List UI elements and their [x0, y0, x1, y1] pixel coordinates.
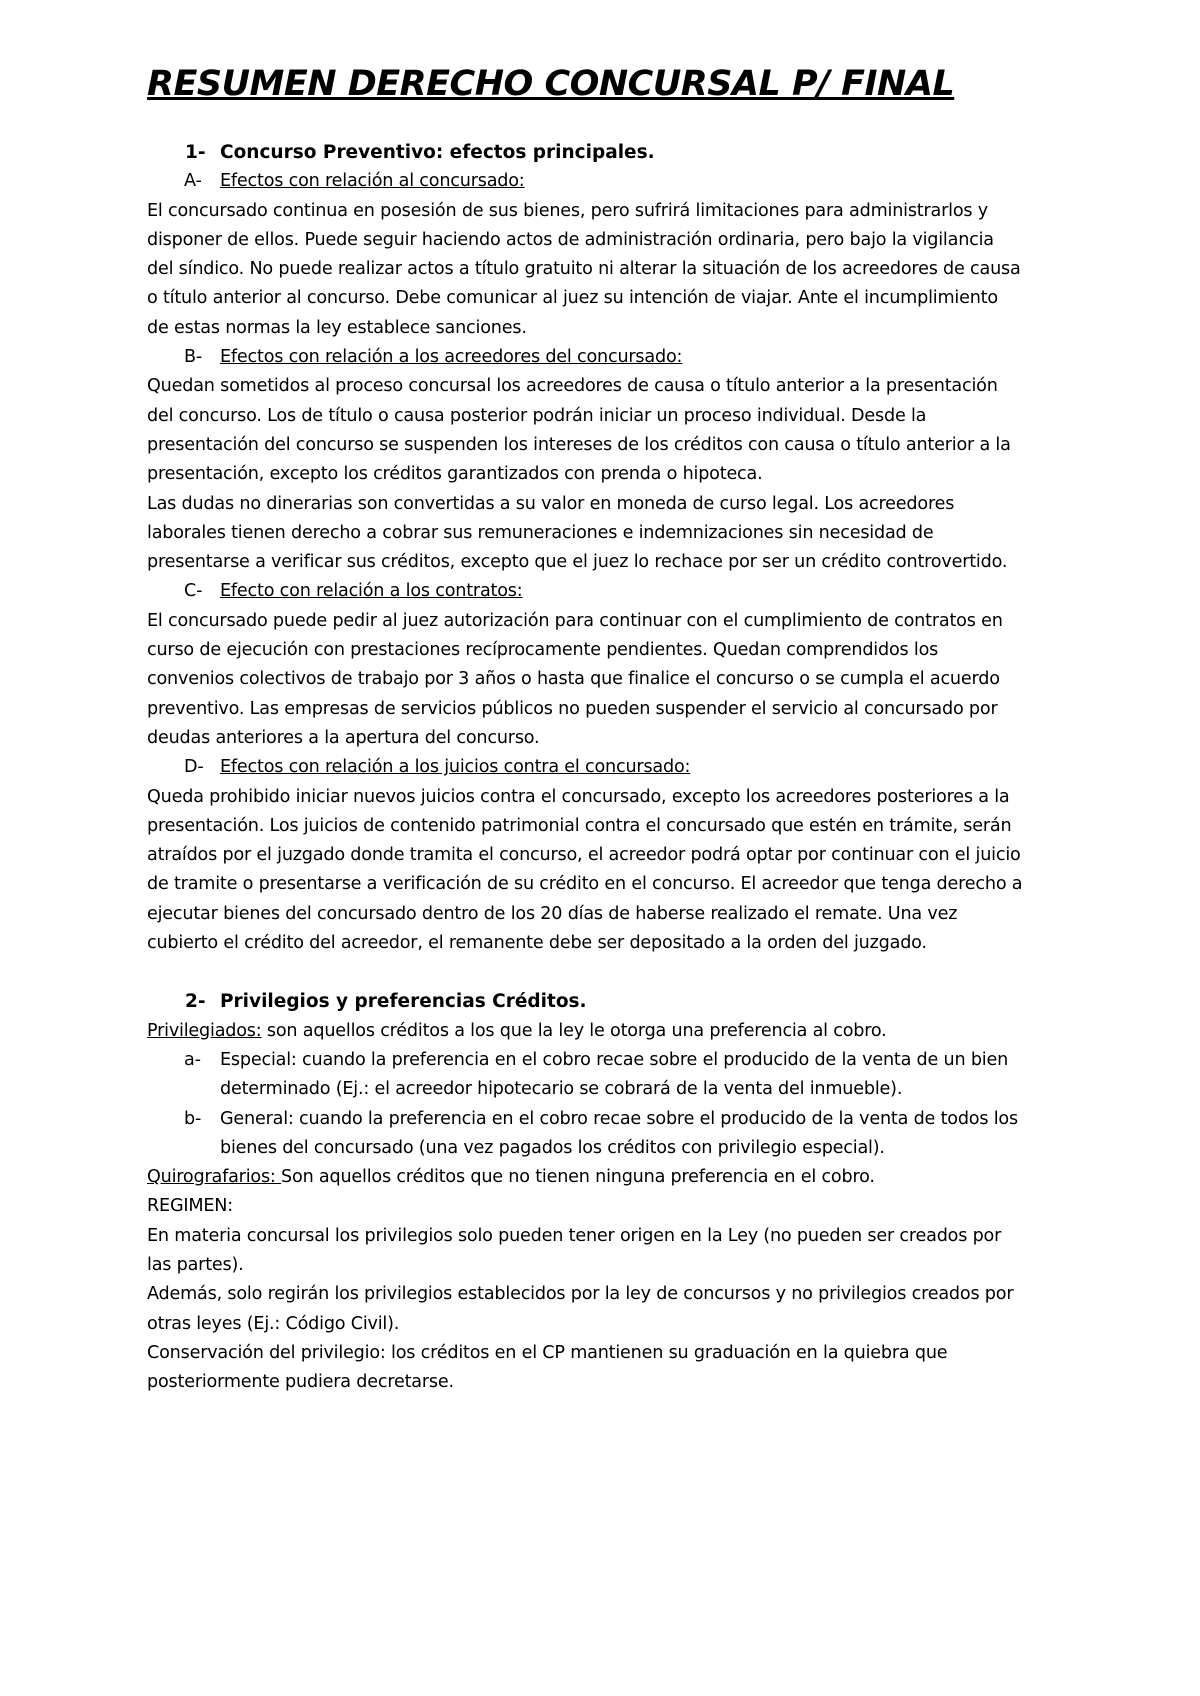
- section-2-heading: [147, 987, 1067, 1016]
- document-page: [147, 60, 1067, 1397]
- text-line: cubierto el crédito del acreedor, el remanente debe ser depositado a la orden del juzgado.: [147, 933, 927, 954]
- subsection-marker: C-: [184, 581, 203, 602]
- text-line: Especial: cuando la preferencia en el cobro recae sobre el producido de la venta de un bien: [220, 1049, 1009, 1070]
- subsection-b-heading: [147, 343, 1067, 372]
- text-line: del concurso. Los de título o causa posterior podrán iniciar un proceso individual. Desde la: [147, 405, 927, 426]
- text-line: presentación, excepto los créditos garantizados con prenda o hipoteca.: [147, 464, 763, 485]
- text-line: determinado (Ej.: el acreedor hipotecario se cobrará de la venta del inmueble).: [220, 1079, 903, 1100]
- text-line: presentarse a verificar sus créditos, excepto que el juez lo rechace por ser un crédito controvertido.: [147, 552, 1008, 573]
- section-title: Concurso Preventivo: efectos principales.: [220, 142, 655, 163]
- subsection-label: Efecto con relación a los contratos:: [220, 581, 523, 602]
- subsection-d-body: [147, 783, 1067, 959]
- text-line: Además, solo regirán los privilegios establecidos por la ley de concursos y no privilegios creados por: [147, 1284, 1014, 1305]
- subsection-marker: A-: [184, 171, 202, 192]
- section-number: 1-: [185, 142, 206, 163]
- subsection-marker: D-: [184, 757, 204, 778]
- subsection-a-heading: [147, 167, 1067, 196]
- text-line: deudas anteriores a la apertura del concurso.: [147, 727, 540, 748]
- text-line: de tramite o presentarse a verificación de su crédito en el concurso. El acreedor que tenga derecho a: [147, 874, 1023, 895]
- subsection-b-body: [147, 372, 1067, 577]
- privilegiados-definition: [147, 1017, 1067, 1046]
- regimen-body: [147, 1192, 1067, 1397]
- text-line: del síndico. No puede realizar actos a título gratuito ni alterar la situación de los acreedores de causa: [147, 259, 1021, 280]
- list-marker: a-: [184, 1049, 201, 1070]
- text-line: o título anterior al concurso. Debe comunicar al juez su intención de viajar. Ante el incumplimiento: [147, 288, 998, 309]
- subsection-marker: B-: [184, 347, 203, 368]
- list-item-a: [147, 1046, 1067, 1105]
- text-line: curso de ejecución con prestaciones recíprocamente pendientes. Quedan comprendidos los: [147, 640, 939, 661]
- text-line: preventivo. Las empresas de servicios públicos no pueden suspender el servicio al concursado por: [147, 698, 998, 719]
- text-line: otras leyes (Ej.: Código Civil).: [147, 1313, 400, 1334]
- text-line: presentación del concurso se suspenden los intereses de los créditos con causa o título anterior a la: [147, 434, 1011, 455]
- text-line: ejecutar bienes del concursado dentro de los 20 días de haberse realizado el remate. Una vez: [147, 903, 958, 924]
- text-line: las partes).: [147, 1254, 244, 1275]
- list-item-b: [147, 1105, 1067, 1164]
- subsection-a-body: [147, 197, 1067, 343]
- quirografarios-label: Quirografarios:: [147, 1167, 282, 1188]
- text-line: convenios colectivos de trabajo por 3 años o hasta que finalice el concurso o se cumpla el acuerdo: [147, 669, 1000, 690]
- quirografarios-definition: [147, 1163, 1067, 1192]
- text-line: El concursado puede pedir al juez autorización para continuar con el cumplimiento de contratos en: [147, 610, 1003, 631]
- subsection-label: Efectos con relación al concursado:: [220, 171, 525, 192]
- document-title: RESUMEN DERECHO CONCURSAL P/ FINAL: [147, 64, 955, 104]
- privilegiados-text: son aquellos créditos a los que la ley le otorga una preferencia al cobro.: [261, 1020, 887, 1041]
- text-line: de estas normas la ley establece sanciones.: [147, 317, 527, 338]
- quirografarios-text: Son aquellos créditos que no tienen ninguna preferencia en el cobro.: [281, 1167, 875, 1188]
- text-line: disponer de ellos. Puede seguir haciendo actos de administración ordinaria, pero bajo la vigilancia: [147, 229, 994, 250]
- text-line: presentación. Los juicios de contenido patrimonial contra el concursado que estén en trámite, serán: [147, 815, 1012, 836]
- subsection-label: Efectos con relación a los acreedores del concursado:: [220, 347, 683, 368]
- subsection-label: Efectos con relación a los juicios contra el concursado:: [220, 757, 691, 778]
- text-line: bienes del concursado (una vez pagados los créditos con privilegio especial).: [220, 1137, 885, 1158]
- text-line: Las dudas no dinerarias son convertidas a su valor en moneda de curso legal. Los acreedores: [147, 493, 955, 514]
- text-line: Queda prohibido iniciar nuevos juicios contra el concursado, excepto los acreedores posteriores a la: [147, 786, 1010, 807]
- section-1-heading: [147, 138, 1067, 167]
- list-marker: b-: [184, 1108, 202, 1129]
- subsection-c-body: [147, 607, 1067, 753]
- section-spacer: [147, 958, 1067, 987]
- privilegiados-label: Privilegiados:: [147, 1020, 262, 1041]
- text-line: Quedan sometidos al proceso concursal los acreedores de causa o título anterior a la presentación: [147, 376, 998, 397]
- text-line: posteriormente pudiera decretarse.: [147, 1372, 454, 1393]
- text-line: atraídos por el juzgado donde tramita el concurso, el acreedor podrá optar por continuar con el juicio: [147, 845, 1021, 866]
- subsection-d-heading: [147, 753, 1067, 782]
- section-number: 2-: [185, 991, 206, 1013]
- text-line: REGIMEN:: [147, 1196, 233, 1217]
- section-title: Privilegios y preferencias Créditos.: [220, 991, 587, 1013]
- text-line: laborales tienen derecho a cobrar sus remuneraciones e indemnizaciones sin necesidad de: [147, 522, 934, 543]
- text-line: El concursado continua en posesión de sus bienes, pero sufrirá limitaciones para administrarlos y: [147, 200, 988, 221]
- text-line: En materia concursal los privilegios solo pueden tener origen en la Ley (no pueden ser creados por: [147, 1225, 1002, 1246]
- text-line: Conservación del privilegio: los créditos en el CP mantienen su graduación en la quiebra que: [147, 1342, 948, 1363]
- subsection-c-heading: [147, 577, 1067, 606]
- text-line: General: cuando la preferencia en el cobro recae sobre el producido de la venta de todos los: [220, 1108, 1018, 1129]
